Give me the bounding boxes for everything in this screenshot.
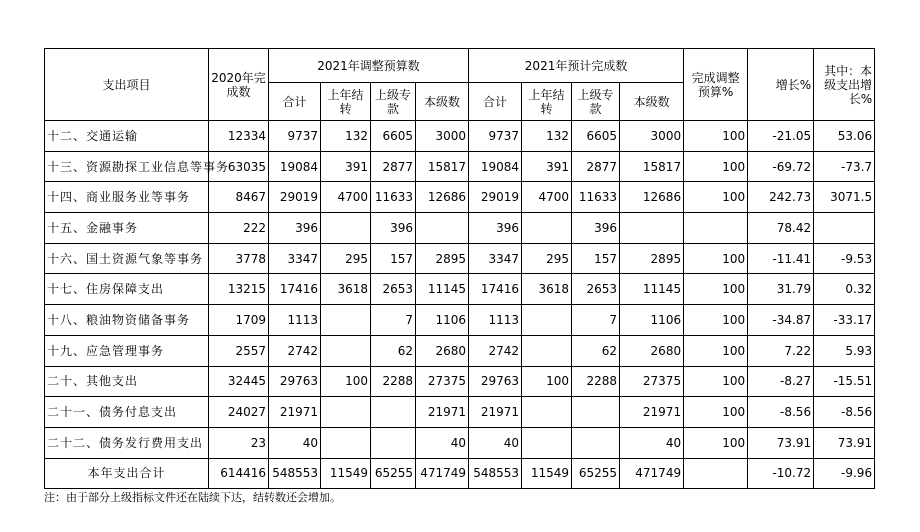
cell-growth: 31.79 bbox=[748, 274, 814, 305]
cell-est-carry: 3618 bbox=[522, 274, 572, 305]
row-item-name: 十五、金融事务 bbox=[45, 213, 209, 244]
cell-completion: 100 bbox=[684, 274, 748, 305]
cell-est-total: 17416 bbox=[469, 274, 522, 305]
header-actual-2020: 2020年完成数 bbox=[209, 49, 269, 121]
cell-local-growth: -9.53 bbox=[814, 243, 875, 274]
cell-est-transfer: 157 bbox=[572, 243, 620, 274]
table-row bbox=[45, 213, 875, 244]
cell-completion: 100 bbox=[684, 335, 748, 366]
cell-adj-transfer: 6605 bbox=[371, 121, 416, 152]
cell-adj-carry bbox=[321, 427, 371, 458]
table-row bbox=[45, 397, 875, 428]
cell-local-growth: 5.93 bbox=[814, 335, 875, 366]
cell-growth: -69.72 bbox=[748, 151, 814, 182]
cell-est-carry bbox=[522, 427, 572, 458]
cell-growth: -21.05 bbox=[748, 121, 814, 152]
header-local-growth: 其中：本级支出增长% bbox=[814, 49, 875, 121]
cell-est-carry: 295 bbox=[522, 243, 572, 274]
cell-est-total: 21971 bbox=[469, 397, 522, 428]
cell-actual-2020: 8467 bbox=[209, 182, 269, 213]
cell-growth: 242.73 bbox=[748, 182, 814, 213]
cell-est-carry: 100 bbox=[522, 366, 572, 397]
cell-actual-2020: 32445 bbox=[209, 366, 269, 397]
header-est-total: 合计 bbox=[469, 83, 522, 121]
cell-adj-transfer: 396 bbox=[371, 213, 416, 244]
cell-adj-transfer: 2288 bbox=[371, 366, 416, 397]
table-row bbox=[45, 151, 875, 182]
cell-adj-transfer: 62 bbox=[371, 335, 416, 366]
cell-adj-transfer: 2877 bbox=[371, 151, 416, 182]
cell-adj-carry bbox=[321, 335, 371, 366]
cell-est-local: 15817 bbox=[620, 151, 684, 182]
cell-completion: 100 bbox=[684, 121, 748, 152]
cell-adj-local: 471749 bbox=[416, 458, 469, 488]
cell-actual-2020: 12334 bbox=[209, 121, 269, 152]
row-item-name: 二十一、债务付息支出 bbox=[45, 397, 209, 428]
cell-est-local: 40 bbox=[620, 427, 684, 458]
cell-est-carry: 4700 bbox=[522, 182, 572, 213]
cell-local-growth bbox=[814, 213, 875, 244]
header-est-local: 本级数 bbox=[620, 83, 684, 121]
cell-adj-local: 2680 bbox=[416, 335, 469, 366]
cell-est-transfer: 396 bbox=[572, 213, 620, 244]
cell-adj-transfer: 157 bbox=[371, 243, 416, 274]
cell-adj-total: 19084 bbox=[269, 151, 321, 182]
cell-local-growth: -33.17 bbox=[814, 305, 875, 336]
table-row bbox=[45, 366, 875, 397]
cell-adj-local: 40 bbox=[416, 427, 469, 458]
cell-completion: 100 bbox=[684, 427, 748, 458]
cell-growth: -11.41 bbox=[748, 243, 814, 274]
cell-local-growth: -9.96 bbox=[814, 458, 875, 488]
cell-adj-total: 40 bbox=[269, 427, 321, 458]
cell-growth: -8.27 bbox=[748, 366, 814, 397]
cell-actual-2020: 23 bbox=[209, 427, 269, 458]
cell-est-total: 2742 bbox=[469, 335, 522, 366]
cell-adj-local: 15817 bbox=[416, 151, 469, 182]
cell-est-local: 12686 bbox=[620, 182, 684, 213]
cell-actual-2020: 614416 bbox=[209, 458, 269, 488]
cell-adj-transfer: 11633 bbox=[371, 182, 416, 213]
cell-est-transfer: 2877 bbox=[572, 151, 620, 182]
cell-est-local: 2680 bbox=[620, 335, 684, 366]
cell-est-local: 2895 bbox=[620, 243, 684, 274]
cell-est-transfer: 62 bbox=[572, 335, 620, 366]
table-row bbox=[45, 243, 875, 274]
cell-est-total: 3347 bbox=[469, 243, 522, 274]
cell-adj-total: 1113 bbox=[269, 305, 321, 336]
cell-est-total: 9737 bbox=[469, 121, 522, 152]
cell-est-carry: 391 bbox=[522, 151, 572, 182]
cell-est-transfer: 11633 bbox=[572, 182, 620, 213]
row-item-name: 十九、应急管理事务 bbox=[45, 335, 209, 366]
header-adj-carryover: 上年结转 bbox=[321, 83, 371, 121]
row-item-name: 二十、其他支出 bbox=[45, 366, 209, 397]
cell-est-carry bbox=[522, 397, 572, 428]
table-row bbox=[45, 121, 875, 152]
cell-adj-transfer bbox=[371, 427, 416, 458]
cell-adj-local: 27375 bbox=[416, 366, 469, 397]
header-estimated-completion: 2021年预计完成数 bbox=[469, 49, 684, 83]
cell-adj-total: 17416 bbox=[269, 274, 321, 305]
cell-completion: 100 bbox=[684, 397, 748, 428]
cell-growth: 7.22 bbox=[748, 335, 814, 366]
cell-adj-total: 396 bbox=[269, 213, 321, 244]
cell-actual-2020: 222 bbox=[209, 213, 269, 244]
cell-completion bbox=[684, 458, 748, 488]
header-completion-pct: 完成调整预算% bbox=[684, 49, 748, 121]
table-row bbox=[45, 427, 875, 458]
cell-growth: -34.87 bbox=[748, 305, 814, 336]
cell-est-total: 396 bbox=[469, 213, 522, 244]
cell-local-growth: 0.32 bbox=[814, 274, 875, 305]
row-item-name: 二十二、债务发行费用支出 bbox=[45, 427, 209, 458]
cell-est-local: 1106 bbox=[620, 305, 684, 336]
cell-est-transfer: 6605 bbox=[572, 121, 620, 152]
cell-adj-transfer: 7 bbox=[371, 305, 416, 336]
budget-table bbox=[44, 48, 875, 489]
header-adj-total: 合计 bbox=[269, 83, 321, 121]
cell-adj-carry bbox=[321, 305, 371, 336]
table-row bbox=[45, 182, 875, 213]
row-item-name: 本年支出合计 bbox=[45, 458, 209, 488]
row-item-name: 十三、资源勘探工业信息等事务 bbox=[45, 151, 209, 182]
cell-adj-total: 29019 bbox=[269, 182, 321, 213]
cell-est-total: 40 bbox=[469, 427, 522, 458]
cell-adj-local: 12686 bbox=[416, 182, 469, 213]
cell-completion: 100 bbox=[684, 243, 748, 274]
cell-adj-carry: 295 bbox=[321, 243, 371, 274]
cell-adj-transfer: 65255 bbox=[371, 458, 416, 488]
cell-est-local: 471749 bbox=[620, 458, 684, 488]
cell-actual-2020: 13215 bbox=[209, 274, 269, 305]
cell-adj-total: 29763 bbox=[269, 366, 321, 397]
table-row bbox=[45, 305, 875, 336]
cell-local-growth: 53.06 bbox=[814, 121, 875, 152]
cell-adj-local: 21971 bbox=[416, 397, 469, 428]
cell-adj-transfer bbox=[371, 397, 416, 428]
cell-adj-local: 3000 bbox=[416, 121, 469, 152]
cell-est-total: 29763 bbox=[469, 366, 522, 397]
cell-adj-total: 9737 bbox=[269, 121, 321, 152]
cell-local-growth: 3071.5 bbox=[814, 182, 875, 213]
cell-adj-transfer: 2653 bbox=[371, 274, 416, 305]
cell-local-growth: -8.56 bbox=[814, 397, 875, 428]
cell-est-total: 1113 bbox=[469, 305, 522, 336]
cell-actual-2020: 1709 bbox=[209, 305, 269, 336]
table-row bbox=[45, 335, 875, 366]
cell-adj-local: 2895 bbox=[416, 243, 469, 274]
cell-actual-2020: 63035 bbox=[209, 151, 269, 182]
cell-est-carry bbox=[522, 213, 572, 244]
cell-completion bbox=[684, 213, 748, 244]
cell-adj-carry bbox=[321, 213, 371, 244]
cell-adj-total: 21971 bbox=[269, 397, 321, 428]
cell-growth: 78.42 bbox=[748, 213, 814, 244]
cell-completion: 100 bbox=[684, 151, 748, 182]
table-row bbox=[45, 274, 875, 305]
cell-adj-local: 1106 bbox=[416, 305, 469, 336]
cell-est-total: 29019 bbox=[469, 182, 522, 213]
cell-adj-total: 548553 bbox=[269, 458, 321, 488]
cell-completion: 100 bbox=[684, 182, 748, 213]
cell-adj-total: 2742 bbox=[269, 335, 321, 366]
row-item-name: 十八、粮油物资储备事务 bbox=[45, 305, 209, 336]
row-item-name: 十六、国土资源气象等事务 bbox=[45, 243, 209, 274]
cell-actual-2020: 3778 bbox=[209, 243, 269, 274]
cell-adj-carry: 391 bbox=[321, 151, 371, 182]
header-item: 支出项目 bbox=[45, 49, 209, 121]
cell-adj-total: 3347 bbox=[269, 243, 321, 274]
header-est-carryover: 上年结转 bbox=[522, 83, 572, 121]
cell-est-local: 21971 bbox=[620, 397, 684, 428]
cell-completion: 100 bbox=[684, 305, 748, 336]
cell-local-growth: -73.7 bbox=[814, 151, 875, 182]
cell-adj-carry: 11549 bbox=[321, 458, 371, 488]
cell-est-transfer bbox=[572, 397, 620, 428]
header-row-1 bbox=[45, 49, 875, 83]
row-item-name: 十七、住房保障支出 bbox=[45, 274, 209, 305]
cell-est-carry bbox=[522, 305, 572, 336]
header-growth-pct: 增长% bbox=[748, 49, 814, 121]
cell-actual-2020: 24027 bbox=[209, 397, 269, 428]
cell-est-carry bbox=[522, 335, 572, 366]
cell-local-growth: 73.91 bbox=[814, 427, 875, 458]
cell-adj-carry: 3618 bbox=[321, 274, 371, 305]
cell-est-transfer bbox=[572, 427, 620, 458]
cell-est-transfer: 7 bbox=[572, 305, 620, 336]
row-item-name: 十四、商业服务业等事务 bbox=[45, 182, 209, 213]
cell-growth: -8.56 bbox=[748, 397, 814, 428]
header-adj-local: 本级数 bbox=[416, 83, 469, 121]
cell-est-transfer: 65255 bbox=[572, 458, 620, 488]
cell-est-local: 11145 bbox=[620, 274, 684, 305]
total-row bbox=[45, 458, 875, 488]
footnote: 注：由于部分上级指标文件还在陆续下达，结转数还会增加。 bbox=[44, 491, 341, 504]
cell-est-carry: 11549 bbox=[522, 458, 572, 488]
cell-adj-carry: 132 bbox=[321, 121, 371, 152]
header-adj-transfer: 上级专款 bbox=[371, 83, 416, 121]
cell-est-local: 3000 bbox=[620, 121, 684, 152]
cell-actual-2020: 2557 bbox=[209, 335, 269, 366]
cell-completion: 100 bbox=[684, 366, 748, 397]
cell-adj-carry bbox=[321, 397, 371, 428]
cell-est-local: 27375 bbox=[620, 366, 684, 397]
cell-est-total: 548553 bbox=[469, 458, 522, 488]
cell-est-total: 19084 bbox=[469, 151, 522, 182]
cell-adj-carry: 4700 bbox=[321, 182, 371, 213]
cell-est-local bbox=[620, 213, 684, 244]
header-adjusted-budget: 2021年调整预算数 bbox=[269, 49, 469, 83]
cell-adj-local: 11145 bbox=[416, 274, 469, 305]
cell-growth: 73.91 bbox=[748, 427, 814, 458]
cell-local-growth: -15.51 bbox=[814, 366, 875, 397]
row-item-name: 十二、交通运输 bbox=[45, 121, 209, 152]
cell-est-transfer: 2288 bbox=[572, 366, 620, 397]
cell-est-carry: 132 bbox=[522, 121, 572, 152]
header-est-transfer: 上级专款 bbox=[572, 83, 620, 121]
cell-adj-carry: 100 bbox=[321, 366, 371, 397]
cell-est-transfer: 2653 bbox=[572, 274, 620, 305]
cell-adj-local bbox=[416, 213, 469, 244]
cell-growth: -10.72 bbox=[748, 458, 814, 488]
